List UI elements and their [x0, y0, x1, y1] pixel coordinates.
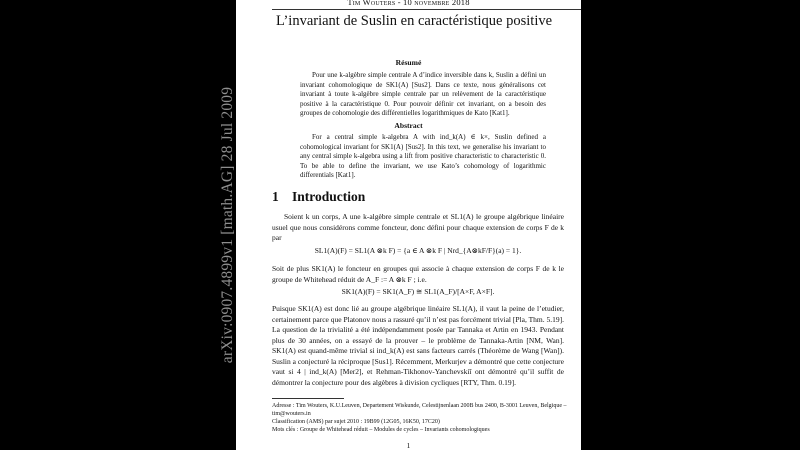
- paper-page: [236, 0, 581, 450]
- equation-1: SL1(A)(F) = SL1(A ⊗k F) = {a ∈ A ⊗k F | Nrd_{A⊗kF/F}(a) = 1}.: [314, 246, 522, 255]
- abstract-text: For a central simple k-algebra A with ind_k(A) ∈ k×, Suslin defined a cohomological invariant for SK1(A) [Sus2]. In this text, we generalise his invariant to any central simple k-algebra using a lift from positive characteristic to characteristic 0. To be able to define the invariant, we use Kato’s cohomology of logarithmic differentials [Kat1].: [300, 133, 546, 180]
- running-head: Tim Wouters - 10 novembre 2018: [347, 0, 470, 7]
- footnote-rule: [272, 398, 344, 399]
- intro-paragraph-1: Soient k un corps, A une k-algèbre simple centrale et SL1(A) le groupe algébrique linéaire usuel que nous considérons comme foncteur, donc défini pour chaque extension de corps F de k par: [272, 212, 564, 242]
- page-number: 1: [406, 441, 411, 450]
- abstract-heading: Abstract: [394, 121, 423, 130]
- equation-2: SK1(A)(F) = SK1(A_F) ≅ SL1(A_F)/[A×F, A×F].: [341, 287, 495, 296]
- paper-title: L’invariant de Suslin en caractéristique positive: [275, 13, 553, 29]
- header-rule: [272, 9, 581, 10]
- footnote-address: Adresse : Tim Wouters, K.U.Leuven, Departement Wiskunde, Celestijnenlaan 200B bus 2400, B-3001 Leuven, Belgique – tim@wouters.in: [272, 403, 567, 417]
- section-number: 1: [272, 189, 279, 204]
- footnote-keywords: Mots clés : Groupe de Whitehead réduit – Modules de cycles – Invariants cohomologiques: [272, 427, 490, 433]
- arxiv-stamp: arXiv:0907.4899v1 [math.AG] 28 Jul 2009: [219, 86, 236, 364]
- resume-heading: Résumé: [395, 58, 422, 67]
- intro-paragraph-2: Soit de plus SK1(A) le foncteur en groupes qui associe à chaque extension de corps F de k le groupe de Whitehead réduit de A_F := A ⊗k F ; i.e.: [272, 264, 564, 284]
- footnote-classification: Classification (AMS) par sujet 2010 : 19B99 (12G05, 16K50, 17C20): [272, 419, 440, 425]
- resume-text: Pour une k-algèbre simple centrale A d’indice inversible dans k, Suslin a défini un invariant cohomologique de SK1(A) [Sus2]. Dans ce texte, nous généralisons cet invariant à toute k-algèbre simple centrale par un relèvement de la caractéristique positive à la caractéristique 0. Pour pouvoir définir cet invariant, on a besoin des groupes de cohomologie des différentielles logarithmiques de Kato [Kat1].: [300, 71, 546, 118]
- section-heading: [272, 189, 365, 205]
- intro-paragraph-3: Puisque SK1(A) est donc lié au groupe algébrique linéaire SL1(A), il vaut la peine de l’etudier, certainement parce que Platonov nous a rassuré qu’il n’est pas forcément trivial [Pla, Thm. 5.19]. La question de la trivialité a été indépendamment posée par Tannaka et Artin en 1943. Pendant plus de 30 années, on a essayé de la prouver – le problème de Tannaka-Artin [NM, Wan]. SK1(A) est quand-même trivial si ind_k(A) est sans facteurs carrés (Théorème de Wang [Wan]). Suslin a conjecturé la réciproque [Sus1]. Récemment, Merkurjev a démontré que cette conjecture vaut si 4 | ind_k(A) [Mer2], et Rehman-Tikhonov-Yanchevskiĭ ont démontré qu’il suffit de démontrer la conjecture pour des algèbres à division cycliques [RTY, Thm. 0.19].: [272, 304, 564, 387]
- section-title: Introduction: [292, 189, 366, 204]
